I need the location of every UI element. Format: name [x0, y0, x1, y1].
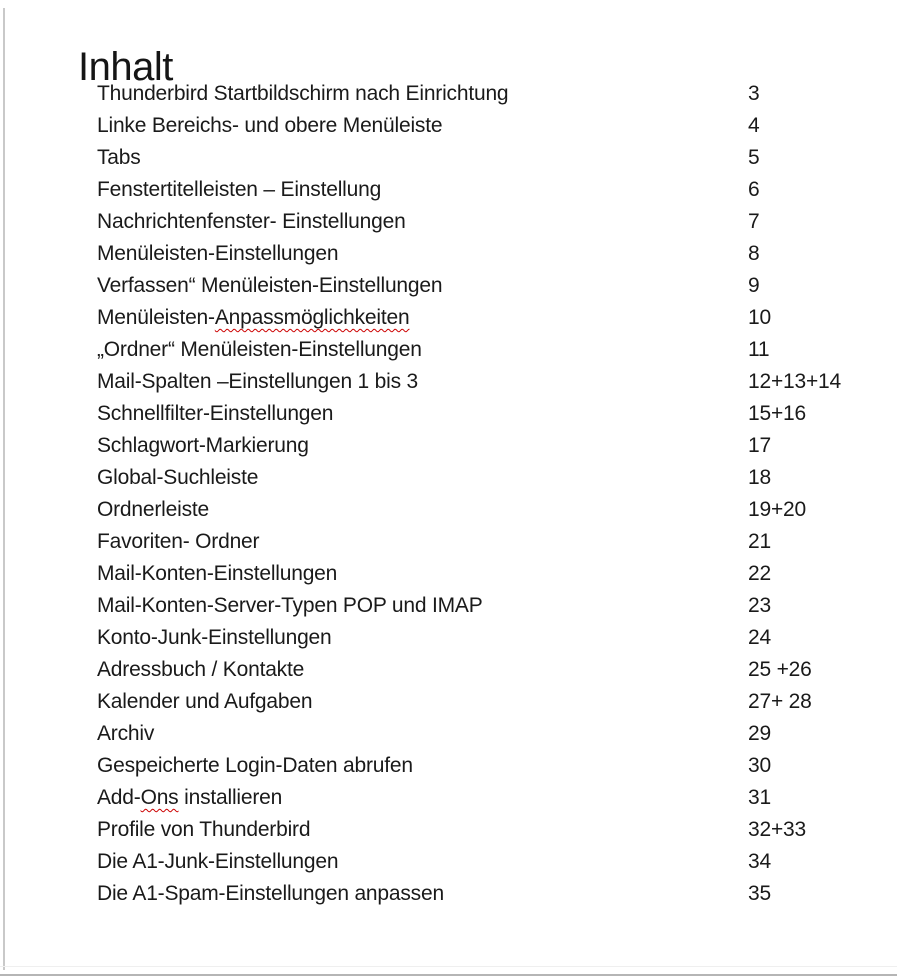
toc-row [97, 878, 857, 910]
toc-entry-title [97, 110, 748, 142]
toc-entry-text: Tabs [97, 146, 141, 169]
toc-entry-text: Die A1-Spam-Einstellungen anpassen [97, 882, 444, 905]
toc-entry-title [97, 814, 748, 846]
toc-entry-title [97, 878, 748, 910]
toc-entry-text: Menüleisten-Einstellungen [97, 242, 339, 265]
page-bottom-faint-line [0, 966, 897, 967]
toc-row [97, 782, 857, 814]
toc-entry-title [97, 750, 748, 782]
toc-entry-text: Linke Bereichs- und obere Menüleiste [97, 114, 443, 137]
toc-page-number: 34 [748, 850, 771, 873]
toc-entry-text: Verfassen“ Menüleisten-Einstellungen [97, 274, 443, 297]
toc-row [97, 142, 857, 174]
toc-page-number: 27+ 28 [748, 690, 812, 713]
toc-entry-text: Mail-Spalten –Einstellungen 1 bis 3 [97, 370, 419, 393]
toc-entry-text: Archiv [97, 722, 155, 745]
misspelled-word: Anpassmöglichkeiten [214, 306, 410, 329]
toc-page-number: 31 [748, 786, 771, 809]
toc-page-number: 15+16 [748, 402, 806, 425]
toc-entry-text: Thunderbird Startbildschirm nach Einrichtung [97, 82, 509, 105]
toc-entry-text: Add- [97, 786, 141, 809]
toc-page-number: 17 [748, 434, 771, 457]
toc-row [97, 750, 857, 782]
toc-page-number: 10 [748, 306, 771, 329]
toc-entry-title [97, 526, 748, 558]
toc-page-number: 3 [748, 82, 760, 105]
toc-row [97, 398, 857, 430]
toc-row [97, 462, 857, 494]
toc-page-number: 12+13+14 [748, 370, 842, 393]
toc-entry-title [97, 366, 748, 398]
toc-page-number: 6 [748, 178, 760, 201]
toc-entry-title [97, 238, 748, 270]
toc-page-number: 24 [748, 626, 771, 649]
toc-row [97, 174, 857, 206]
toc-entry-text: „Ordner“ Menüleisten-Einstellungen [97, 338, 422, 361]
toc-page-number: 5 [748, 146, 760, 169]
toc-entry-title [97, 142, 748, 174]
toc-entry-title [97, 462, 748, 494]
toc-entry-text: Gespeicherte Login-Daten abrufen [97, 754, 413, 777]
toc-list [97, 78, 857, 910]
toc-entry-title [97, 686, 748, 718]
toc-page-number: 25 +26 [748, 658, 812, 681]
toc-entry-text: Schlagwort-Markierung [97, 434, 309, 457]
toc-entry-text: Nachrichtenfenster- Einstellungen [97, 210, 406, 233]
toc-entry-text: Mail-Konten-Server-Typen POP und IMAP [97, 594, 483, 617]
toc-entry-text: Menüleisten- [97, 306, 215, 329]
toc-entry-title [97, 718, 748, 750]
toc-entry-title [97, 398, 748, 430]
toc-page-number: 11 [748, 338, 770, 361]
toc-row [97, 814, 857, 846]
toc-page-number: 32+33 [748, 818, 806, 841]
toc-page-number: 7 [748, 210, 760, 233]
toc-entry-title [97, 334, 748, 366]
toc-row [97, 238, 857, 270]
toc-row [97, 270, 857, 302]
toc-entry-title [97, 494, 748, 526]
toc-page-number: 30 [748, 754, 771, 777]
toc-entry-title [97, 846, 748, 878]
toc-entry-text: Ordnerleiste [97, 498, 209, 521]
toc-row [97, 718, 857, 750]
toc-page-number: 4 [748, 114, 760, 137]
toc-page-number: 22 [748, 562, 771, 585]
page-title: Inhalt [78, 44, 173, 89]
toc-entry-text: Global-Suchleiste [97, 466, 259, 489]
toc-page-number: 9 [748, 274, 760, 297]
toc-entry-title [97, 622, 748, 654]
toc-entry-title [97, 590, 748, 622]
toc-entry-text: Favoriten- Ordner [97, 530, 260, 553]
toc-row [97, 334, 857, 366]
toc-page-number: 29 [748, 722, 771, 745]
toc-row [97, 302, 857, 334]
toc-entry-title [97, 302, 748, 334]
toc-entry-title [97, 782, 748, 814]
toc-entry-text: Profile von Thunderbird [97, 818, 311, 841]
toc-row [97, 558, 857, 590]
toc-row [97, 622, 857, 654]
toc-entry-text: installieren [178, 786, 283, 809]
page-bottom-border-line [0, 974, 897, 976]
toc-page-number: 18 [748, 466, 771, 489]
toc-entry-title [97, 430, 748, 462]
toc-entry-text: Fenstertitelleisten – Einstellung [97, 178, 382, 201]
toc-entry-title [97, 270, 748, 302]
toc-entry-title [97, 206, 748, 238]
page-left-edge-line [3, 8, 5, 970]
toc-page-number: 21 [748, 530, 771, 553]
toc-row [97, 430, 857, 462]
toc-row [97, 494, 857, 526]
toc-entry-text: Konto-Junk-Einstellungen [97, 626, 332, 649]
toc-page-number: 8 [748, 242, 760, 265]
toc-row [97, 78, 857, 110]
toc-entry-text: Adressbuch / Kontakte [97, 658, 305, 681]
misspelled-word: Ons [140, 786, 179, 809]
toc-row [97, 686, 857, 718]
toc-entry-text: Kalender und Aufgaben [97, 690, 313, 713]
toc-entry-title [97, 174, 748, 206]
toc-page-number: 23 [748, 594, 771, 617]
toc-entry-text: Schnellfilter-Einstellungen [97, 402, 334, 425]
toc-entry-text: Die A1-Junk-Einstellungen [97, 850, 339, 873]
toc-entry-title [97, 654, 748, 686]
toc-entry-title [97, 78, 748, 110]
toc-row [97, 366, 857, 398]
toc-row [97, 654, 857, 686]
toc-row [97, 110, 857, 142]
toc-row [97, 206, 857, 238]
toc-row [97, 846, 857, 878]
toc-row [97, 590, 857, 622]
toc-row [97, 526, 857, 558]
toc-entry-title [97, 558, 748, 590]
toc-page-number: 19+20 [748, 498, 806, 521]
toc-page-number: 35 [748, 882, 771, 905]
toc-entry-text: Mail-Konten-Einstellungen [97, 562, 338, 585]
